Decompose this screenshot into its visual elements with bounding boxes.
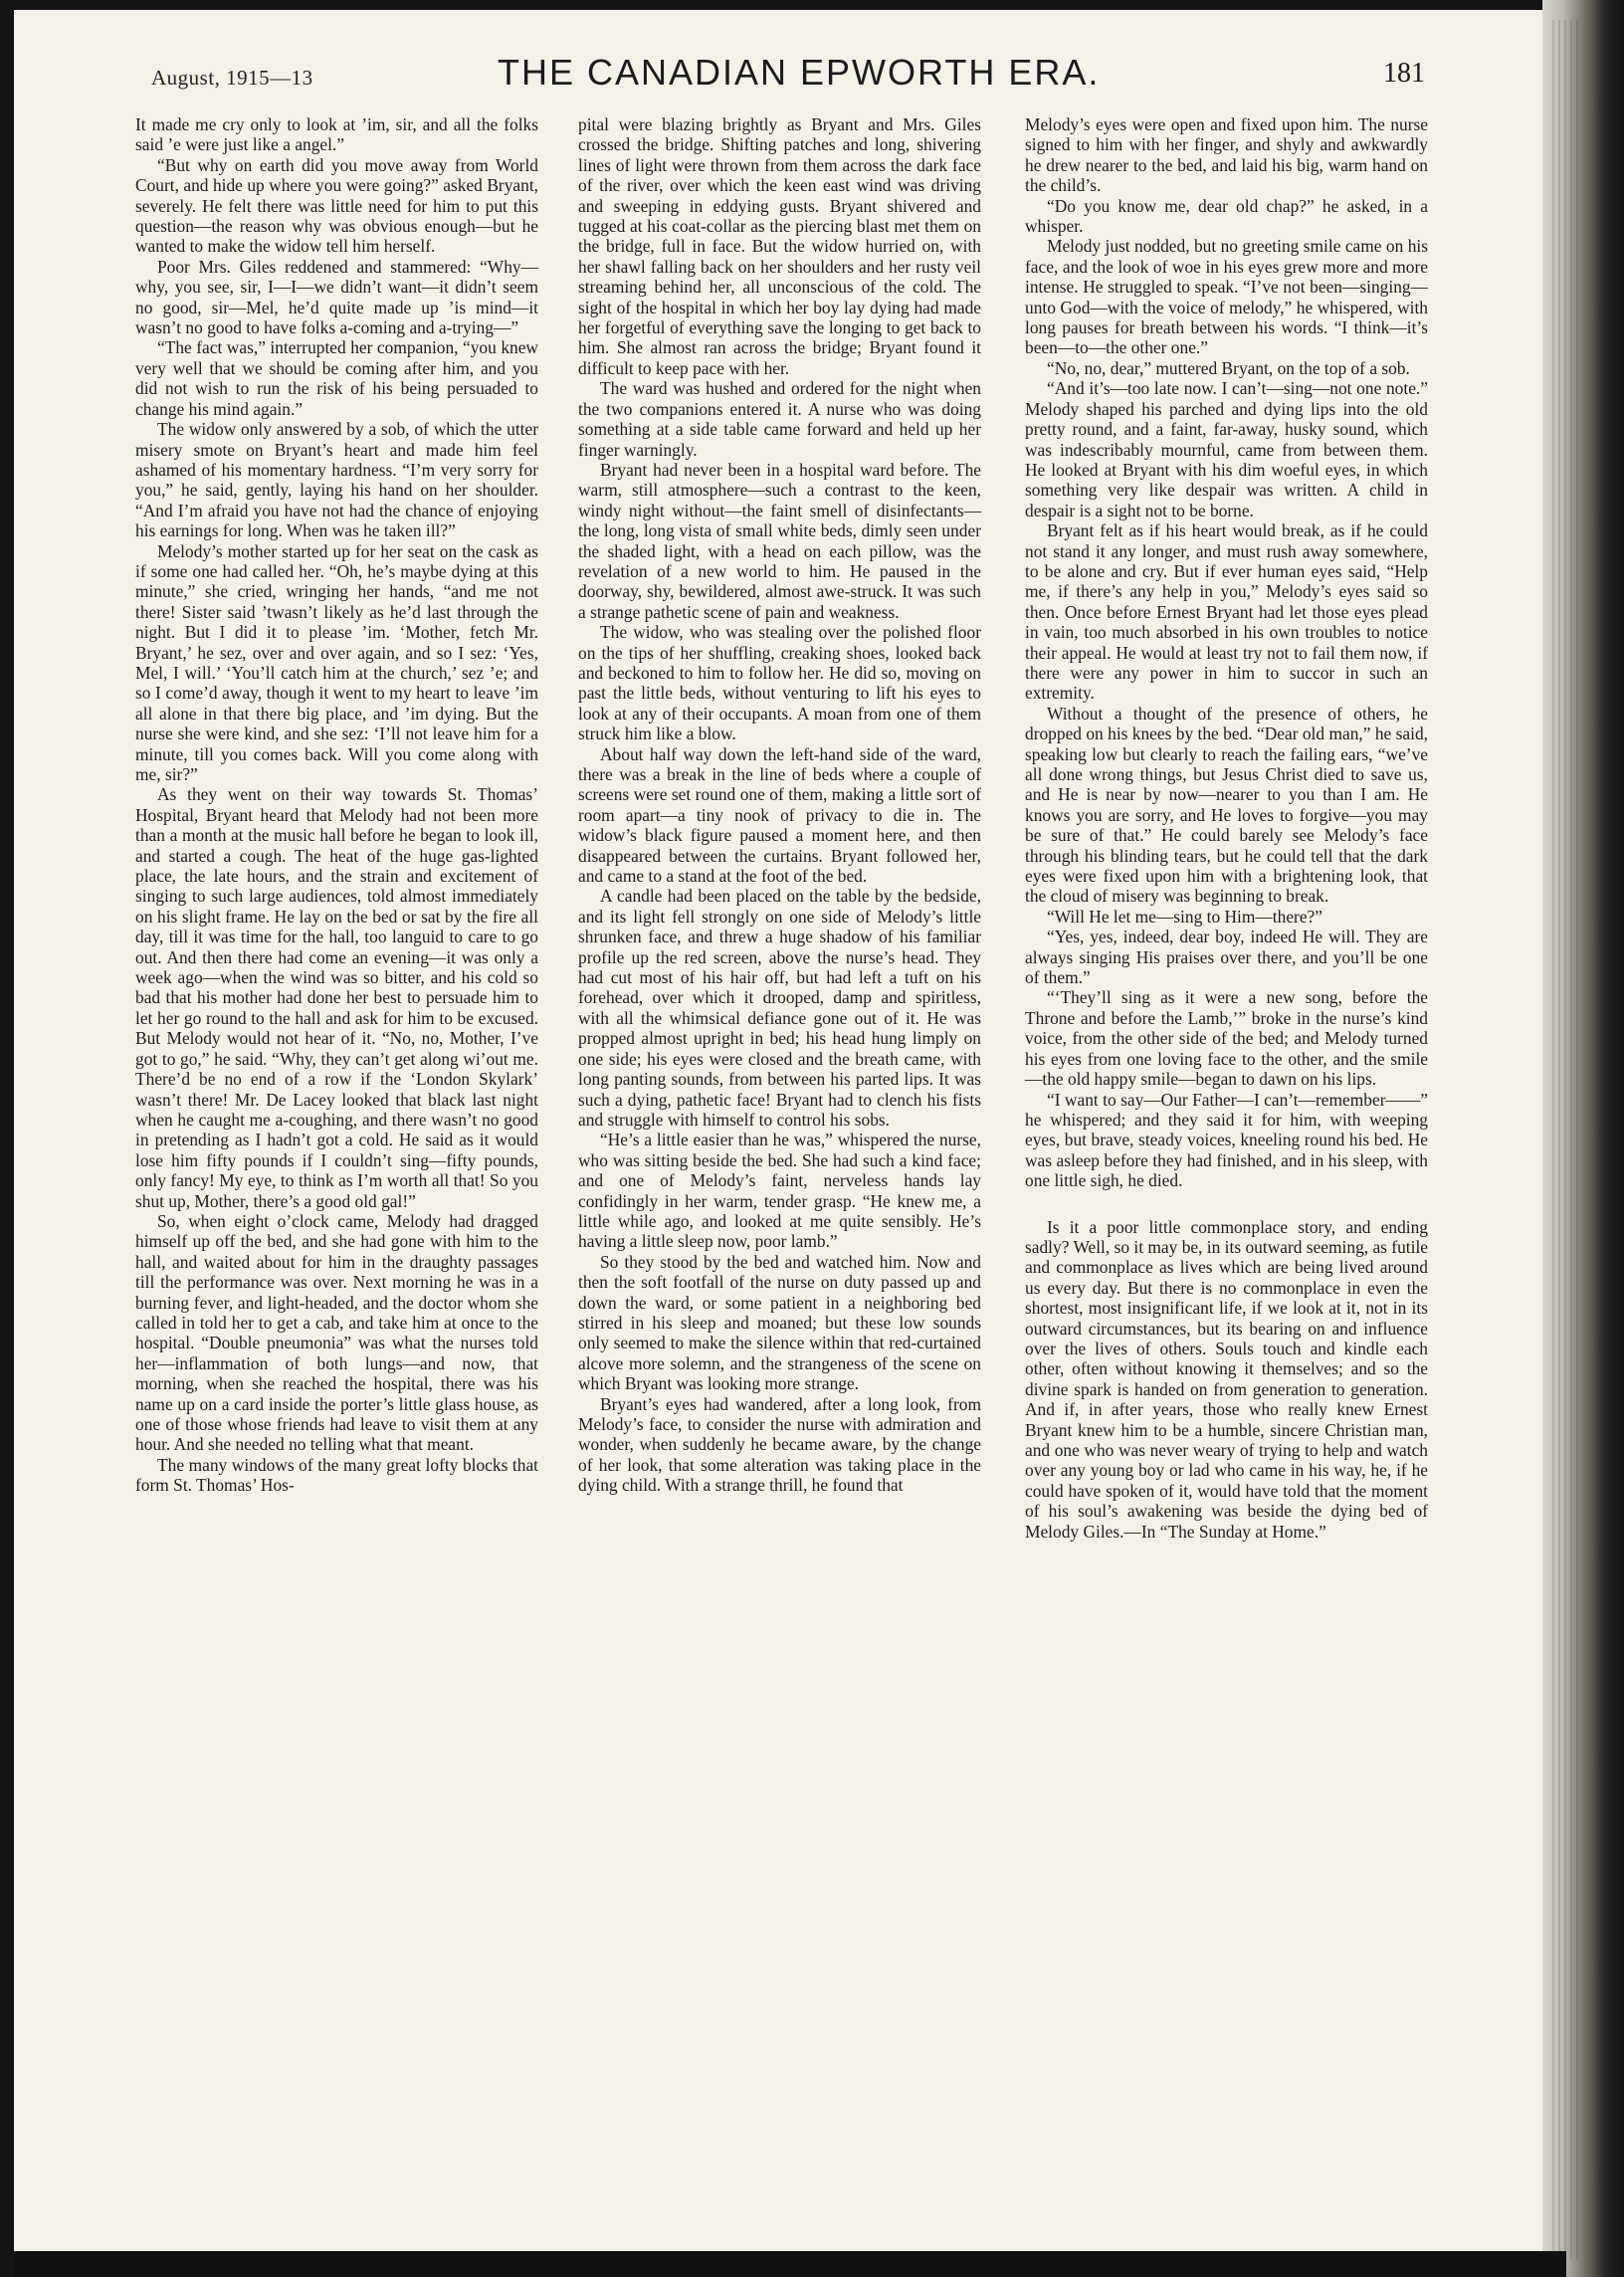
- paragraph: The widow, who was stealing over the polished floor on the tips of her shuffling, creaking shoes, looked back and beckoned to him to follow her. He did so, moving on past the little beds, without venturing to lift his eyes to look at any of their occupants. A moan from one of them struck him like a blow.: [578, 622, 981, 744]
- paragraph: Poor Mrs. Giles reddened and stammered: “Why—why, you see, sir, I—I—we didn’t want—it didn’t seem no good, sir—Mel, he’d quite made up ’is mind—it wasn’t no good to have folks a-coming and a-trying—”: [135, 256, 538, 338]
- bottom-shadow: [14, 2251, 1566, 2277]
- paragraph: Bryant felt as if his heart would break, as if he could not stand it any longer, and must rush away somewhere, to be alone and cry. But if ever human eyes said, “Help me, if there’s any help in you,” Melody’s eyes said so then. Once before Ernest Bryant had let those eyes plead in vain, too much absorbed in his own troubles to notice their appeal. He would at least try not to fail them now, if there were any power in him to succor in such an extremity.: [1025, 520, 1428, 704]
- paragraph: pital were blazing brightly as Bryant and Mrs. Giles crossed the bridge. Shifting patches and long, shivering lines of light were thrown from them across the dark face of the river, over which the keen east wind was driving and sweeping in eddying gusts. Bryant shivered and tugged at his coat-collar as the piercing blast met them on the bridge, full in face. But the widow hurried on, with her shawl falling back on her shoulders and her rusty veil streaming behind her, all unconscious of the cold. The sight of the hospital in which her boy lay dying had made her forgetful of everything save the longing to get back to him. She almost ran across the bridge; Bryant found it difficult to keep pace with her.: [578, 114, 981, 378]
- closing-paragraph: Is it a poor little commonplace story, and ending sadly? Well, so it may be, in its outward seeming, as futile and commonplace as lives which are being lived around us every day. But there is no commonplace in even the shortest, most insignificant life, if we look at it, not in its outward circumstances, but its bearing on and influence over the lives of others. Souls touch and kindle each other, often without knowing it themselves; and so the divine spark is handed on from generation to generation. And if, in after years, those who really knew Ernest Bryant knew him to be a humble, sincere Christian man, and one who was never weary of trying to help and watch over any young boy or lad who came in his way, he, if he could have spoken of it, would have told that the moment of his soul’s awakening was beside the dying bed of Melody Giles.—In “The Sunday at Home.”: [1025, 1216, 1428, 1542]
- paragraph: “Do you know me, dear old chap?” he asked, in a whisper.: [1025, 195, 1428, 237]
- paragraph: Bryant’s eyes had wandered, after a long look, from Melody’s face, to consider the nurse with admiration and wonder, when suddenly he became aware, by the change of her look, that some alteration was taking place in the dying child. With a strange thrill, he found that: [578, 1393, 981, 1496]
- paragraph: The widow only answered by a sob, of which the utter misery smote on Bryant’s heart and made him feel ashamed of his momentary hardness. “I’m very sorry for you,” he said, gently, laying his hand on her shoulder. “And I’m afraid you have not had the chance of enjoying his earnings for long. When was he taken ill?”: [135, 419, 538, 541]
- paragraph: “And it’s—too late now. I can’t—sing—not one note.” Melody shaped his parched and dying lips into the old pretty round, and a faint, far-away, husky sound, which was indescribably mournful, came from between them. He looked at Bryant with his dim woeful eyes, in which something very like despair was written. A child in despair is a sight not to be borne.: [1025, 378, 1428, 520]
- paragraph: Without a thought of the presence of others, he dropped on his knees by the bed. “Dear old man,” he said, speaking low but clearly to reach the failing ears, “we’ve all done wrong things, but Jesus Christ died to save us, and He is near by now—nearer to you than I am. He knows you are sorry, and He loves to forgive—you may be sure of that.” He could barely see Melody’s face through his blinding tears, but he could tell that the dark eyes were fixed upon him with a brightening look, that the cloud of misery was beginning to break.: [1025, 703, 1428, 907]
- paragraph: It made me cry only to look at ’im, sir, and all the folks said ’e were just like a angel.”: [135, 114, 538, 155]
- magazine-title: THE CANADIAN EPWORTH ERA.: [498, 52, 1101, 93]
- paragraph: As they went on their way towards St. Thomas’ Hospital, Bryant heard that Melody had not been more than a month at the music hall before he began to look ill, and started a cough. The heat of the huge gas-lighted place, the late hours, and the strain and excitement of singing to such large audiences, told almost immediately on his slight frame. He lay on the bed or sat by the fire all day, till it was time for the hall, too languid to care to go out. And then there had come an evening—it was only a week ago—when the wind was so bitter, and his cold so bad that his mother had done her best to persuade him to let her go round to the hall and ask for him to be excused. But Melody would not hear of it. “No, no, Mother, I’ve got to go,” he said. “Why, they can’t get along wi’out me. There’d be no end of a row if the ‘London Skylark’ wasn’t there! Mr. De Lacey looked that black last night when he caught me a-coughing, and there wasn’t no good in pretending as I hadn’t got a cold. He said as it would lose him fifty pounds if I couldn’t sing—fifty pounds, only fancy! My eye, to think as I’m worth all that! So you shut up, Mother, there’s a good old gal!”: [135, 784, 538, 1211]
- page-number: 181: [1383, 58, 1425, 89]
- paragraph: Melody just nodded, but no greeting smile came on his face, and the look of woe in his eyes grew more and more intense. He struggled to speak. “I’ve not been—singing—unto God—with the voice of melody,” he whispered, with long pauses for breath between his words. “I think—it’s been—to—the other one.”: [1025, 236, 1428, 358]
- paragraph: The many windows of the many great lofty blocks that form St. Thomas’ Hos-: [135, 1454, 538, 1496]
- paragraph: The ward was hushed and ordered for the night when the two companions entered it. A nurse who was doing something at a side table came forward and held up her finger warningly.: [578, 378, 981, 460]
- page-header: [135, 52, 1429, 102]
- paragraph: “The fact was,” interrupted her companion, “you knew very well that we should be coming after him, and you did not wish to run the risk of his being persuaded to change his mind again.”: [135, 337, 538, 419]
- page-edges: [1552, 20, 1582, 2259]
- paragraph: Melody’s eyes were open and fixed upon him. The nurse signed to him with her finger, and shyly and awkwardly he drew nearer to the bed, and laid his big, warm hand on the child’s.: [1025, 114, 1428, 196]
- paragraph: So they stood by the bed and watched him. Now and then the soft footfall of the nurse on duty passed up and down the ward, or some patient in a neighboring bed stirred in his sleep and moaned; but these low sounds only seemed to make the silence within that red-curtained alcove more solemn, and the strangeness of the scene on which Bryant was looking more strange.: [578, 1251, 981, 1394]
- paragraph: “He’s a little easier than he was,” whispered the nurse, who was sitting beside the bed. She had such a kind face; and one of Melody’s faint, nerveless hands lay confidingly in her warm, tender grasp. “He knew me, a little while ago, and looked at me quite sensibly. He’s having a little sleep now, poor lamb.”: [578, 1130, 981, 1252]
- paragraph: So, when eight o’clock came, Melody had dragged himself up off the bed, and she had gone with him to the hall, and waited about for him in the draughty passages till the performance was over. Next morning he was in a burning fever, and light-headed, and the doctor whom she called in told her to get a cab, and take him at once to the hospital. “Double pneumonia” was what the nurses told her—inflammation of both lungs—and now, that morning, when she reached the hospital, there was his name up on a card inside the porter’s little glass house, as one of those whose friends had leave to visit them at any hour. And she needed no telling what that meant.: [135, 1210, 538, 1455]
- paragraph: “No, no, dear,” muttered Bryant, on the top of a sob.: [1047, 357, 1410, 378]
- text-column-2: [578, 114, 981, 1496]
- paragraph: “I want to say—Our Father—I can’t—remember——” he whispered; and they said it for him, with weeping eyes, but brave, steady voices, kneeling round his bed. He was asleep before they had finished, and in his sleep, with one little sigh, he died.: [1025, 1089, 1428, 1191]
- paragraph: “But why on earth did you move away from World Court, and hide up where you were going?” asked Bryant, severely. He felt there was little need for him to put this question—the reason why was obvious enough—but he wanted to make the widow tell him herself.: [135, 154, 538, 257]
- issue-date: August, 1915—13: [151, 66, 313, 90]
- text-column-1: [135, 114, 538, 1496]
- paragraph: About half way down the left-hand side of the ward, there was a break in the line of beds where a couple of screens were set round one of them, making a little sort of room apart—a tiny nook of privacy to die in. The widow’s black figure paused a moment here, and then disappeared between the curtains. Bryant followed her, and came to a stand at the foot of the bed.: [578, 743, 981, 887]
- paragraph: “Will He let me—sing to Him—there?”: [1047, 906, 1322, 927]
- paragraph: Melody’s mother started up for her seat on the cask as if some one had called her. “Oh, he’s maybe dying at this minute,” she cried, wringing her hands, “and me not there! Sister said ’twasn’t likely as he’d last through the night. But I did it to please ’im. ‘Mother, fetch Mr. Bryant,’ he sez, over and over again, and so I sez: ‘Yes, Mel, I will.’ ‘You’ll catch him at the church,’ sez ’e; and so I come’d away, though it went to my heart to leave ’im all alone in that there big place, and ’im dying. But the nurse she were kind, and she sez: ‘I’ll not leave him for a minute, till you comes back. Will you come along with me, sir?”: [135, 540, 538, 784]
- paragraph: Bryant had never been in a hospital ward before. The warm, still atmosphere—such a contrast to the keen, windy night without—the faint smell of disinfectants—the long, long vista of small white beds, dimly seen under the shaded light, with a head on each pillow, was the revelation of a new world to him. He paused in the doorway, shy, bewildered, almost awe-struck. It was such a strange pathetic scene of pain and weakness.: [578, 459, 981, 622]
- paragraph: “Yes, yes, indeed, dear boy, indeed He will. They are always singing His praises over there, and you’ll be one of them.”: [1025, 927, 1428, 988]
- text-column-3: [1025, 114, 1428, 1542]
- paragraph: A candle had been placed on the table by the bedside, and its light fell strongly on one side of Melody’s little shrunken face, and threw a huge shadow of his familiar profile up the red screen, above the nurse’s head. They had cut most of his hair off, but had left a tuft on his forehead, over which it drooped, damp and spiritless, with all the whimsical defiance gone out of it. He was propped almost upright in bed; his head hung limply on one side; his eyes were closed and the breath came, with long panting sounds, from between his parted lips. It was such a dying, pathetic face! Bryant had to clench his fists and struggle with himself to control his sobs.: [578, 886, 981, 1130]
- paragraph: “‘They’ll sing as it were a new song, before the Throne and before the Lamb,’” broke in the nurse’s kind voice, from the other side of the bed; and Melody turned his eyes from one loving face to the other, and the smile—the old happy smile—began to dawn on his lips.: [1025, 987, 1428, 1090]
